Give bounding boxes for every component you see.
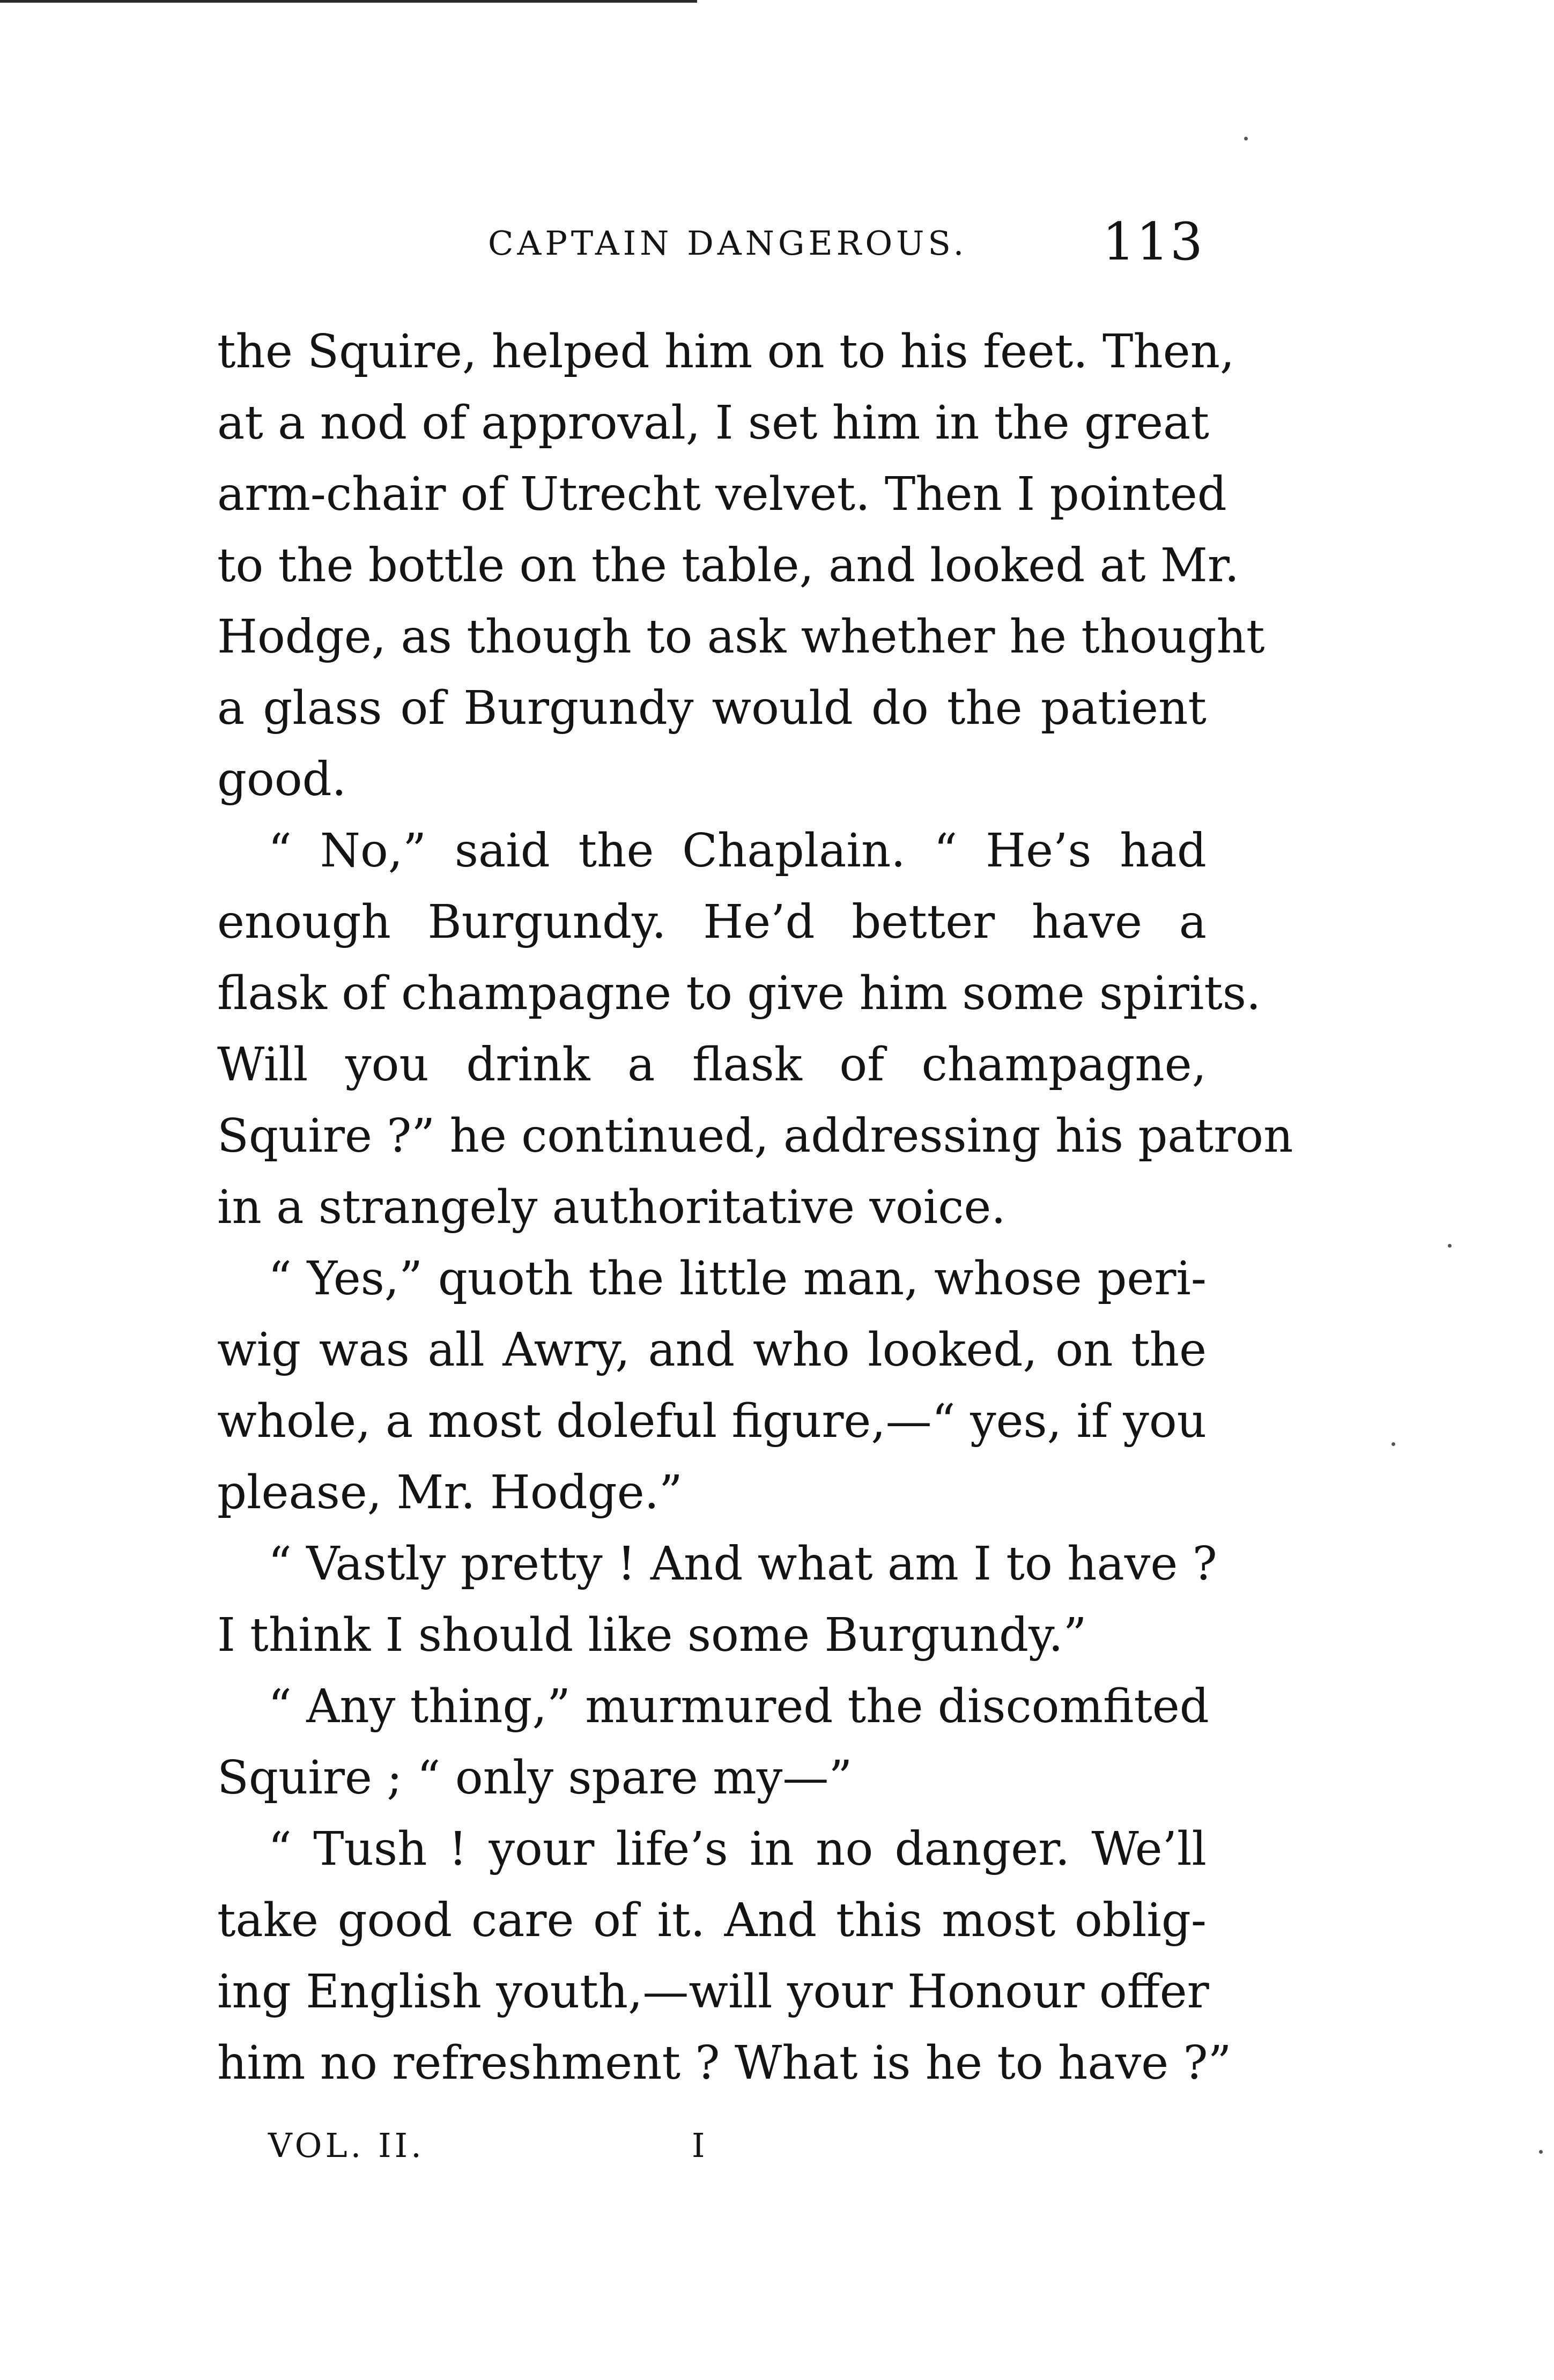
text-line: a glass of Burgundy would do the patient [217,681,1207,735]
text-line: to the bottle on the table, and looked at Mr. [217,539,1239,592]
text-line: take good care of it. And this most oblig- [217,1894,1207,1947]
gathering-signature: I [692,2126,705,2165]
text-line: “ Vastly pretty ! And what am I to have ? [268,1537,1217,1591]
text-line: whole, a most doleful figure,—“ yes, if you [217,1395,1207,1448]
text-line: enough Burgundy. He’d better have a [217,895,1207,949]
running-title: CAPTAIN DANGEROUS. [488,224,968,263]
text-line: “ Tush ! your life’s in no danger. We’ll [268,1822,1207,1876]
scan-speck [1244,137,1248,140]
scan-speck [1448,1244,1452,1248]
text-line: please, Mr. Hodge.” [217,1466,683,1519]
page-header [217,212,1204,276]
text-line: I think I should like some Burgundy.” [217,1608,1087,1662]
page-footer [268,2126,751,2169]
text-line: Squire ; “ only spare my—” [217,1751,853,1805]
text-line: wig was all Awry, and who looked, on the [217,1323,1207,1377]
text-line: Will you drink a flask of champagne, [217,1038,1207,1092]
body-text [217,316,1293,2099]
text-line: him no refreshment ? What is he to have ?” [217,2036,1232,2090]
scan-edge-rule [0,0,697,3]
text-line: “ Any thing,” murmured the discomfited [268,1680,1209,1733]
volume-signature: VOL. II. [268,2126,425,2165]
scan-speck [1539,2150,1543,2154]
text-line: at a nod of approval, I set him in the great [217,396,1209,450]
text-line: Squire ?” he continued, addressing his patron [217,1109,1293,1163]
text-line: “ Yes,” quoth the little man, whose peri- [268,1252,1207,1306]
text-line: “ No,” said the Chaplain. “ He’s had [268,824,1207,878]
text-line: in a strangely authoritative voice. [217,1181,1006,1234]
text-line: flask of champagne to give him some spirits. [217,967,1261,1020]
text-line: the Squire, helped him on to his feet. Then, [217,325,1235,379]
scan-speck [1392,1442,1395,1446]
text-line: arm-chair of Utrecht velvet. Then I pointed [217,468,1227,521]
text-line: good. [217,753,346,806]
text-line: ing English youth,—will your Honour offer [217,1965,1209,2019]
text-line: Hodge, as though to ask whether he thought [217,610,1265,664]
page-number: 113 [1102,212,1204,272]
